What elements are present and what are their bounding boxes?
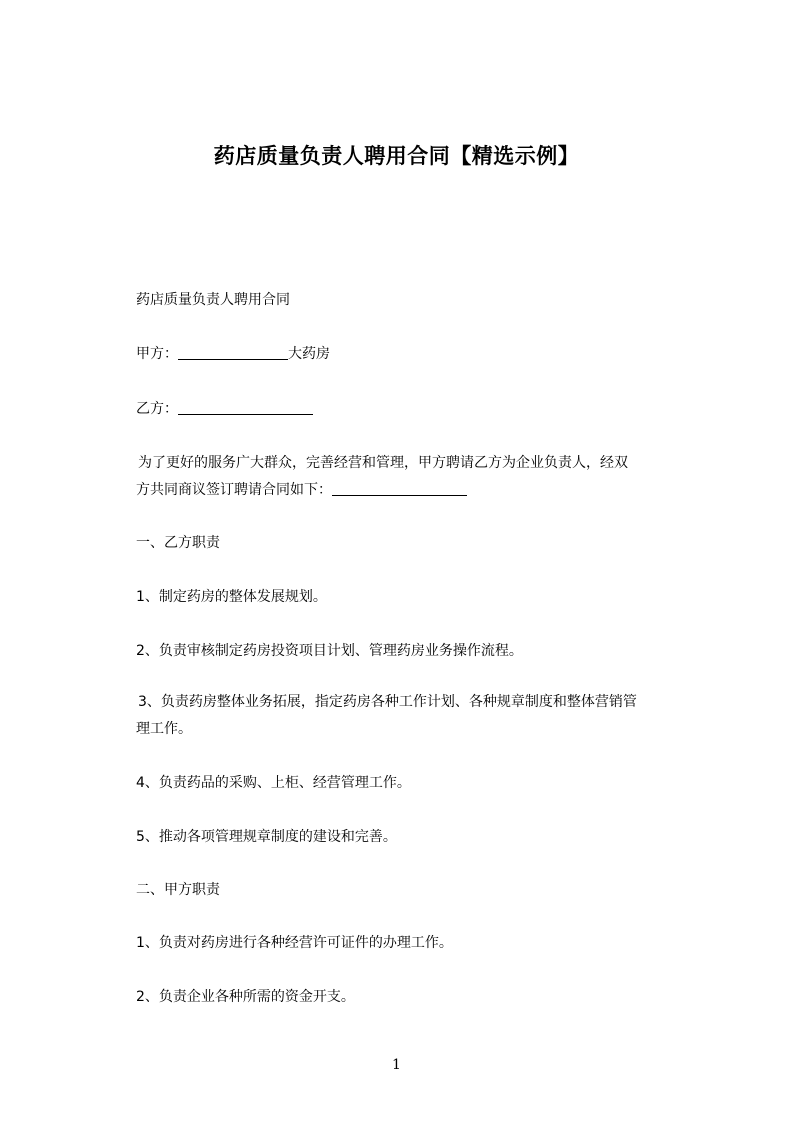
- section-1-item: 5、推动各项管理规章制度的建设和完善。: [136, 829, 397, 845]
- page-title: 药店质量负责人聘用合同【精选示例】: [213, 144, 580, 168]
- section-1-item-continuation: 理工作。: [136, 721, 192, 737]
- party-b-line: [136, 396, 313, 422]
- intro-line-2: [136, 477, 467, 503]
- section-1-item: 1、制定药房的整体发展规划。: [136, 589, 327, 605]
- party-a-label: 甲方：: [136, 346, 178, 362]
- party-a-line: [136, 341, 330, 367]
- party-b-blank: [178, 398, 313, 415]
- section-2-item: 2、负责企业各种所需的资金开支。: [136, 989, 355, 1005]
- page-number: 1: [392, 1057, 401, 1073]
- party-a-suffix: 大药房: [288, 346, 330, 362]
- intro-line-1: 为了更好的服务广大群众，完善经营和管理，甲方聘请乙方为企业负责人，经双: [138, 455, 628, 471]
- intro-line-2-text: 方共同商议签订聘请合同如下：: [136, 482, 332, 498]
- party-a-blank: [178, 343, 288, 360]
- party-b-label: 乙方：: [136, 401, 178, 417]
- intro-blank: [332, 479, 467, 496]
- section-2-heading: 二、甲方职责: [136, 882, 220, 898]
- section-1-heading: 一、乙方职责: [136, 535, 220, 551]
- contract-name: 药店质量负责人聘用合同: [136, 292, 290, 308]
- section-1-item: 4、负责药品的采购、上柜、经营管理工作。: [136, 775, 411, 791]
- section-2-item: 1、负责对药房进行各种经营许可证件的办理工作。: [136, 935, 453, 951]
- section-1-item: 2、负责审核制定药房投资项目计划、管理药房业务操作流程。: [136, 643, 523, 659]
- section-1-item: 3、负责药房整体业务拓展，指定药房各种工作计划、各种规章制度和整体营销管: [138, 694, 637, 710]
